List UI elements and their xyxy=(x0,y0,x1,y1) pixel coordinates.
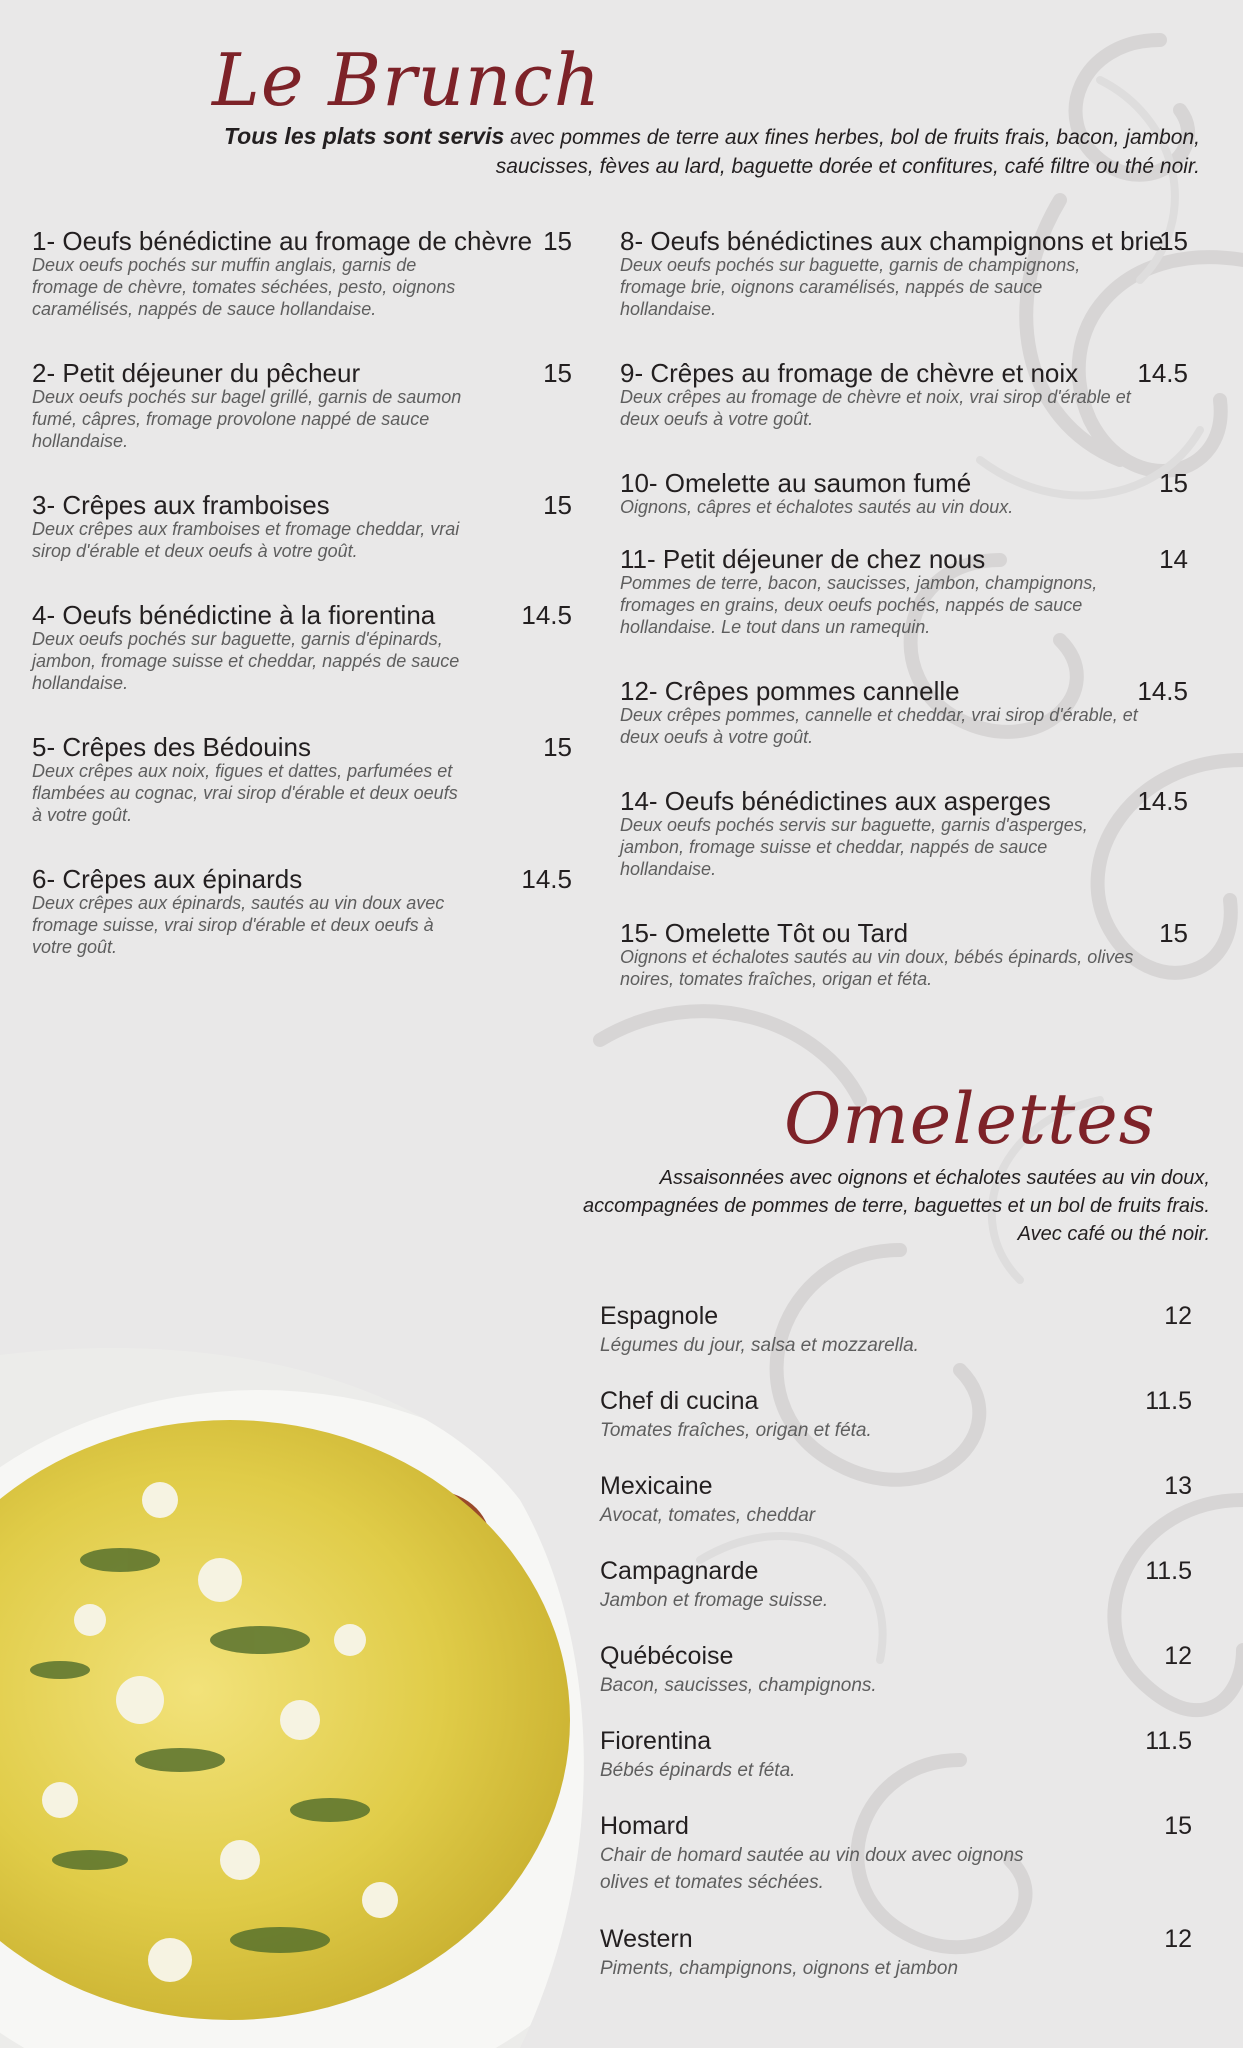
menu-item-name: 9- Crêpes au fromage de chèvre et noix xyxy=(620,358,1079,388)
menu-item-header xyxy=(32,488,572,522)
menu-item-price: 15 xyxy=(543,226,572,256)
omelette-name: Fiorentina xyxy=(600,1727,712,1755)
menu-item-price: 15 xyxy=(1159,918,1188,948)
omelette-description: Tomates fraîches, origan et féta. xyxy=(600,1420,872,1441)
menu-item xyxy=(620,916,1188,990)
menu-item-description: Deux crêpes aux noix, figues et dattes, parfumées et flambées au cognac, vrai sirop d'érable et deux oeufs à votre goût. xyxy=(32,761,458,825)
menu-item-name: 10- Omelette au saumon fumé xyxy=(620,468,972,498)
menu-item-name: 1- Oeufs bénédictine au fromage de chèvre xyxy=(32,226,533,256)
menu-item-description: Deux crêpes aux framboises et fromage cheddar, vrai sirop d'érable et deux oeufs à votre goût. xyxy=(32,519,460,561)
omelette-name: Mexicaine xyxy=(600,1472,713,1500)
menu-item-description: Deux oeufs pochés sur baguette, garnis d'épinards, jambon, fromage suisse et cheddar, nappés de sauce hollandaise. xyxy=(32,629,460,693)
omelette-price: 11.5 xyxy=(1145,1557,1192,1585)
omelettes-intro: Assaisonnées avec oignons et échalotes sautées au vin doux, accompagnées de pommes de terre, baguettes et un bol de fruits frais. Avec café ou thé noir. xyxy=(582,1167,1210,1245)
menu-item xyxy=(32,862,572,958)
omelette-name: Campagnarde xyxy=(600,1557,759,1585)
menu-item-name: 3- Crêpes aux framboises xyxy=(32,490,330,520)
omelette-item xyxy=(600,1640,1192,1699)
omelette-item xyxy=(600,1555,1192,1614)
omelette-price: 12 xyxy=(1164,1925,1192,1953)
menu-item-price: 14.5 xyxy=(1137,676,1188,706)
omelette-name: Western xyxy=(600,1925,693,1953)
menu-item xyxy=(32,224,572,320)
menu-item-description: Deux oeufs pochés sur bagel grillé, garnis de saumon fumé, câpres, fromage provolone nappé de sauce hollandaise. xyxy=(32,387,462,451)
omelette-description: Jambon et fromage suisse. xyxy=(600,1590,829,1611)
menu-item xyxy=(620,466,1188,518)
omelette-description: Légumes du jour, salsa et mozzarella. xyxy=(600,1335,919,1356)
omelette-price: 15 xyxy=(1164,1812,1192,1840)
omelette-item xyxy=(600,1300,1192,1359)
menu-item xyxy=(620,542,1188,638)
menu-item xyxy=(620,784,1188,880)
omelette-description: Avocat, tomates, cheddar xyxy=(600,1505,816,1526)
omelette-description: Bacon, saucisses, champignons. xyxy=(600,1675,877,1696)
menu-item-description: Deux crêpes pommes, cannelle et cheddar, vrai sirop d'érable, et deux oeufs à votre goût. xyxy=(620,705,1138,747)
menu-item-description: Pommes de terre, bacon, saucisses, jambon, champignons, fromages en grains, deux oeufs pochés, nappés de sauce hollandaise. Le tout dans un ramequin. xyxy=(620,573,1098,637)
omelette-price: 12 xyxy=(1164,1302,1192,1330)
menu-item-price: 15 xyxy=(1159,226,1188,256)
menu-item-header xyxy=(32,224,572,258)
menu-item-header xyxy=(32,598,572,632)
omelette-description: Bébés épinards et féta. xyxy=(600,1760,796,1781)
menu-item-name: 8- Oeufs bénédictines aux champignons et brie xyxy=(620,226,1164,256)
omelette-description: Piments, champignons, oignons et jambon xyxy=(600,1958,959,1979)
menu-item-description: Deux crêpes au fromage de chèvre et noix, vrai sirop d'érable et deux oeufs à votre goût. xyxy=(620,387,1131,429)
omelette-name: Chef di cucina xyxy=(600,1387,759,1415)
menu-item-description: Deux oeufs pochés servis sur baguette, garnis d'asperges, jambon, fromage suisse et cheddar, nappés de sauce hollandaise. xyxy=(620,815,1088,879)
menu-item-header xyxy=(620,916,1188,950)
menu-item-price: 14.5 xyxy=(1137,358,1188,388)
menu-item-price: 15 xyxy=(543,490,572,520)
menu-item-price: 14.5 xyxy=(521,864,572,894)
menu-item xyxy=(32,730,572,826)
brunch-intro-bold: Tous les plats sont servis xyxy=(223,123,505,149)
menu-item-description: Deux oeufs pochés sur muffin anglais, garnis de fromage de chèvre, tomates séchées, pesto, oignons caramélisés, nappés de sauce hollandaise. xyxy=(32,255,456,319)
omelette-price: 11.5 xyxy=(1145,1387,1192,1415)
omelette-item xyxy=(600,1923,1192,1982)
brunch-title: Le Brunch xyxy=(212,38,602,122)
menu-item-header xyxy=(620,542,1188,576)
menu-item-name: 11- Petit déjeuner de chez nous xyxy=(620,544,986,574)
omelette-price: 11.5 xyxy=(1145,1727,1192,1755)
menu-item xyxy=(32,598,572,694)
omelette-item xyxy=(600,1810,1192,1896)
menu-item-price: 14.5 xyxy=(521,600,572,630)
menu-item xyxy=(620,224,1188,320)
menu-item-header xyxy=(620,466,1188,500)
menu-item-name: 5- Crêpes des Bédouins xyxy=(32,732,311,762)
menu-item-name: 15- Omelette Tôt ou Tard xyxy=(620,918,909,948)
menu-item-header xyxy=(32,862,572,896)
omelette-price: 13 xyxy=(1164,1472,1192,1500)
menu-item-header xyxy=(620,784,1188,818)
menu-item xyxy=(32,488,572,562)
menu-item-header xyxy=(620,224,1188,258)
omelettes-title: Omelettes xyxy=(784,1078,1156,1160)
menu-item-description: Deux crêpes aux épinards, sautés au vin doux avec fromage suisse, vrai sirop d'érable et deux oeufs à votre goût. xyxy=(32,893,445,957)
menu-item xyxy=(32,356,572,452)
menu-item-description: Deux oeufs pochés sur baguette, garnis de champignons, fromage brie, oignons caramélisés, nappés de sauce hollandaise. xyxy=(620,255,1081,319)
menu-item-price: 15 xyxy=(1159,468,1188,498)
menu-item-name: 6- Crêpes aux épinards xyxy=(32,864,303,894)
brunch-intro xyxy=(200,122,1200,181)
menu-item xyxy=(620,674,1188,748)
omelette-item xyxy=(600,1385,1192,1444)
omelette-name: Homard xyxy=(600,1812,689,1840)
menu-item-name: 14- Oeufs bénédictines aux asperges xyxy=(620,786,1051,816)
menu-item-header xyxy=(32,356,572,390)
menu-item-header xyxy=(620,356,1188,390)
menu-item-header xyxy=(620,674,1188,708)
menu-item-description: Oignons et échalotes sautés au vin doux, bébés épinards, olives noires, tomates fraîches, origan et féta. xyxy=(620,947,1134,989)
omelette-description: Chair de homard sautée au vin doux avec oignons olives et tomates séchées. xyxy=(600,1845,1024,1893)
menu-item-name: 4- Oeufs bénédictine à la fiorentina xyxy=(32,600,436,630)
omelette-price: 12 xyxy=(1164,1642,1192,1670)
menu-item-header xyxy=(32,730,572,764)
menu-item-price: 14.5 xyxy=(1137,786,1188,816)
omelette-name: Espagnole xyxy=(600,1302,719,1330)
menu-item-price: 15 xyxy=(543,732,572,762)
menu-item-price: 14 xyxy=(1159,544,1188,574)
omelette-item xyxy=(600,1470,1192,1529)
omelette-name: Québécoise xyxy=(600,1642,734,1670)
menu-item-description: Oignons, câpres et échalotes sautés au vin doux. xyxy=(620,497,1014,517)
omelette-item xyxy=(600,1725,1192,1784)
menu-item-price: 15 xyxy=(543,358,572,388)
omelette-photo xyxy=(0,1340,600,2048)
menu-item-name: 12- Crêpes pommes cannelle xyxy=(620,676,960,706)
menu-item-name: 2- Petit déjeuner du pêcheur xyxy=(32,358,361,388)
brunch-intro-text: avec pommes de terre aux fines herbes, bol de fruits frais, bacon, jambon, saucisses, fèves au lard, baguette dorée et confitures, café filtre ou thé noir. xyxy=(495,126,1200,178)
menu-item xyxy=(620,356,1188,430)
